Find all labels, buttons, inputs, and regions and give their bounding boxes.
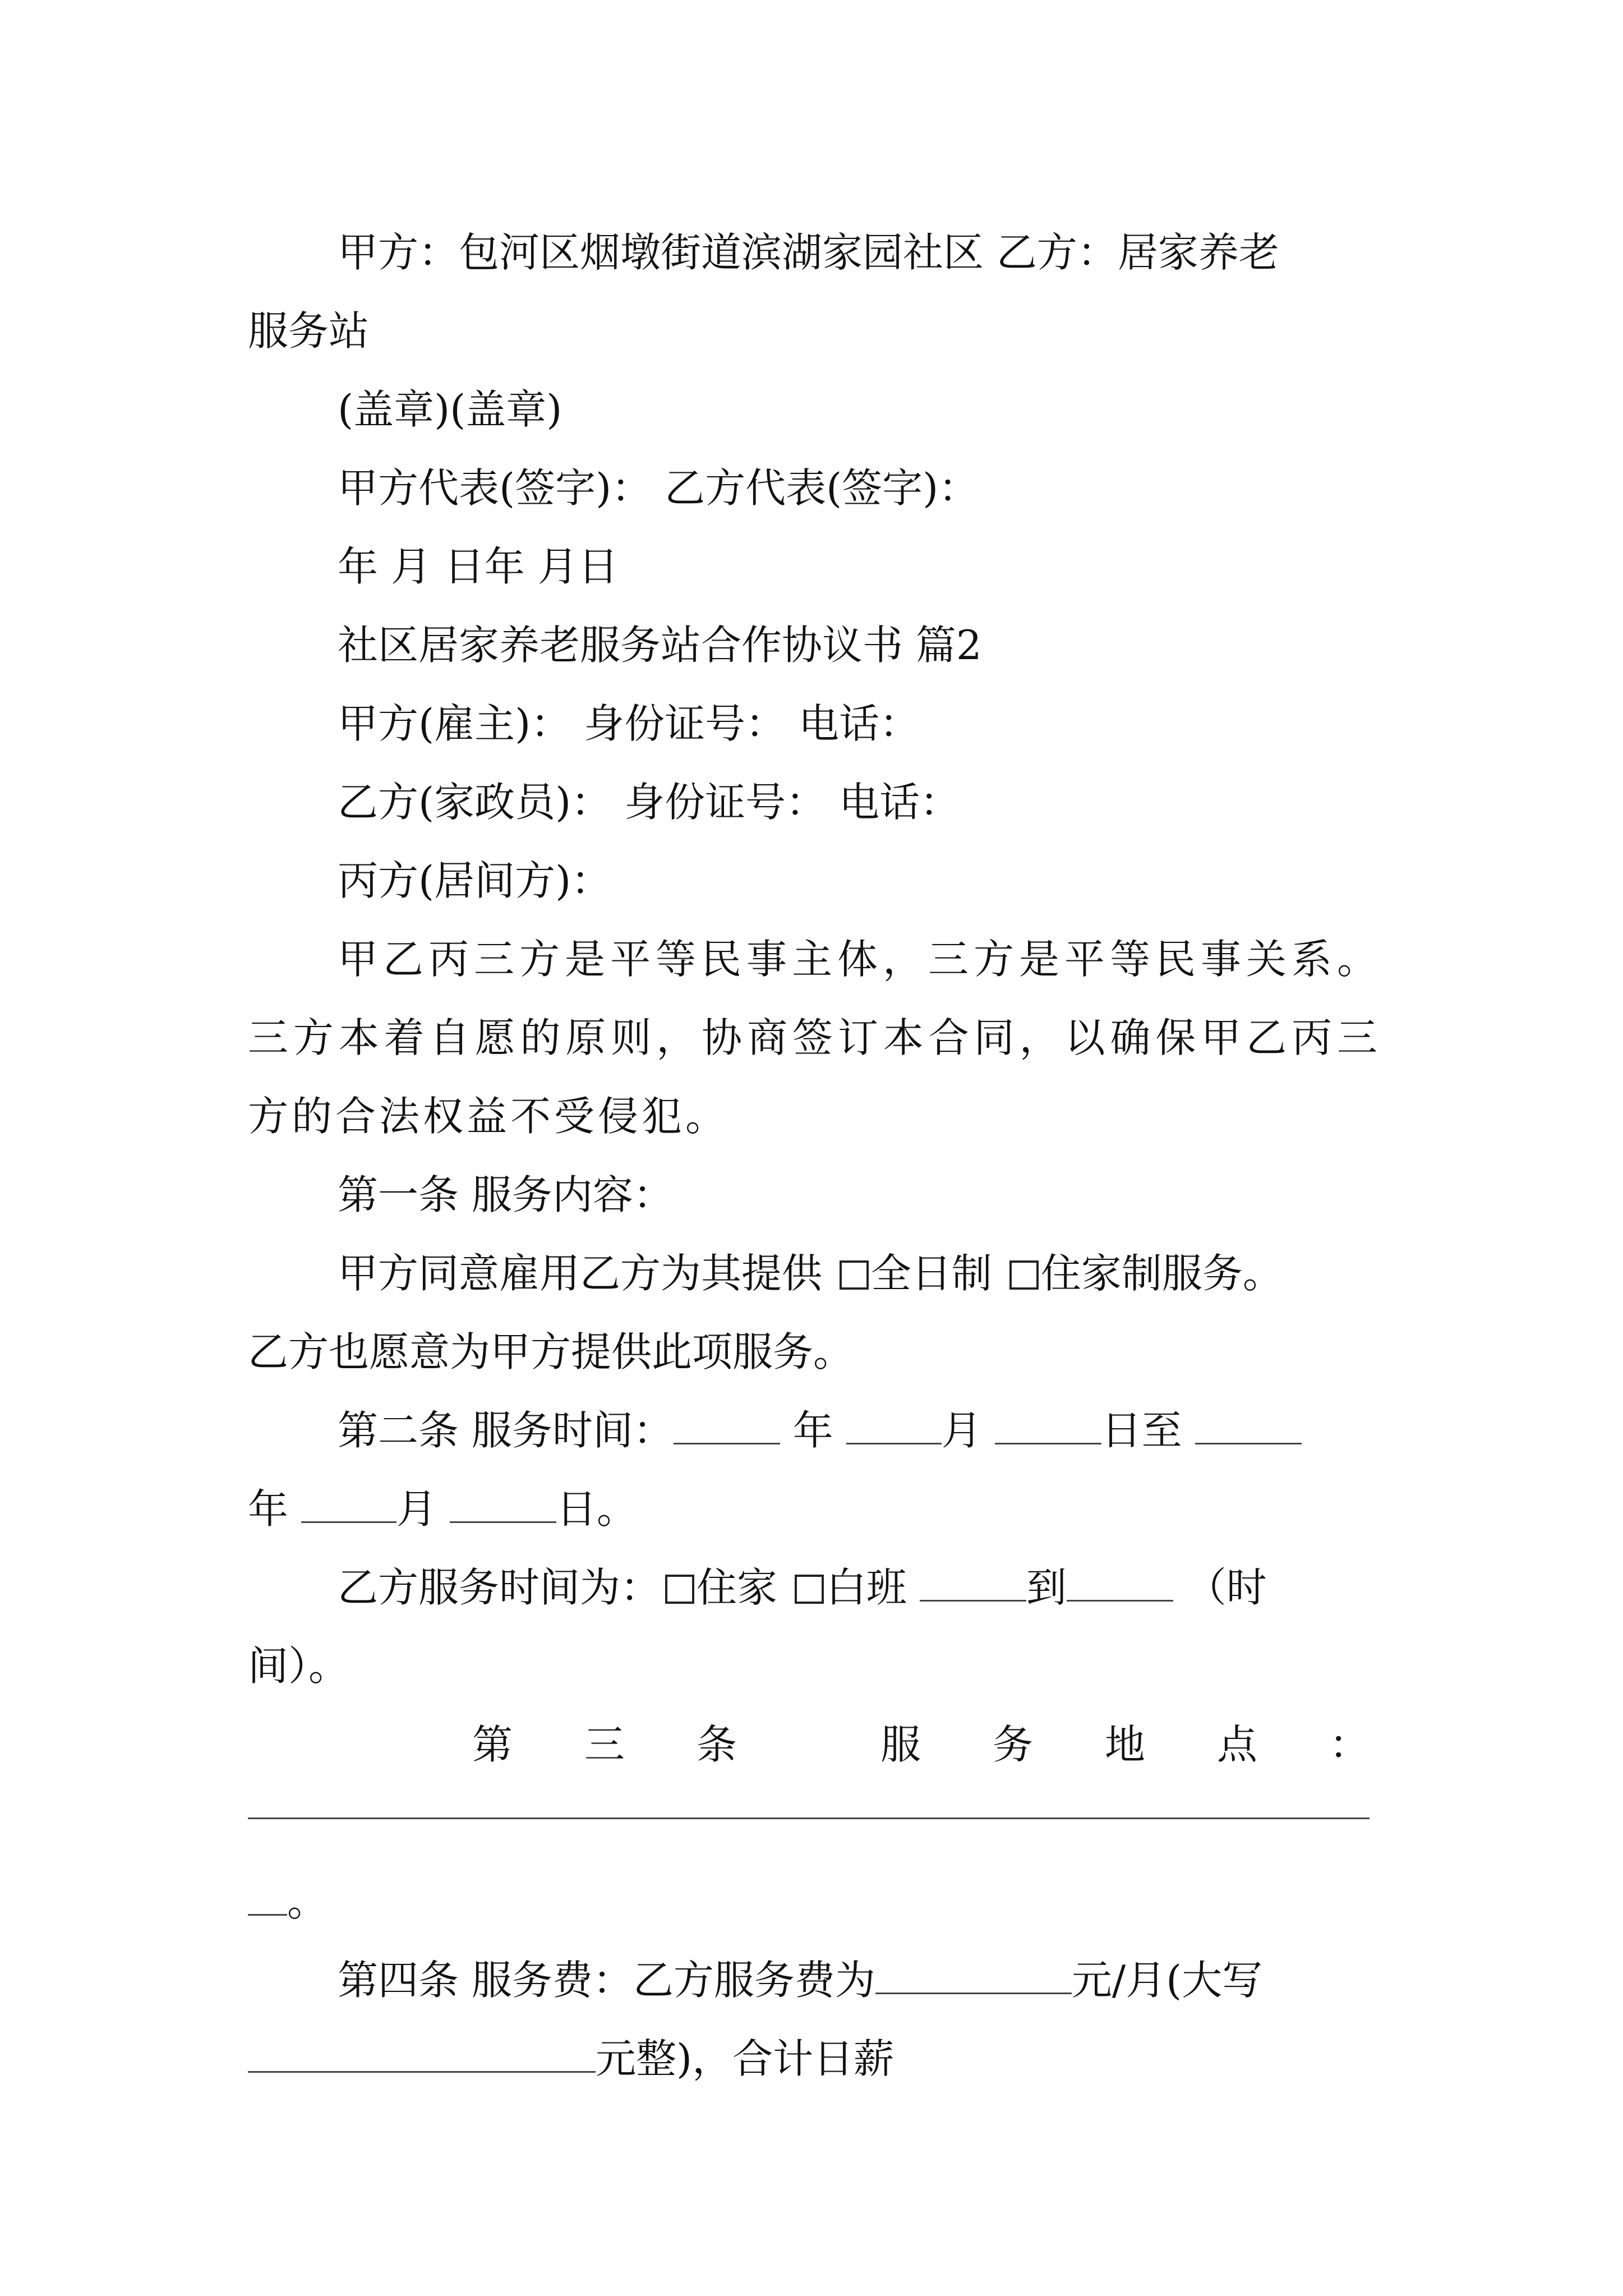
clause-2b-suffix: （时 [1186, 1564, 1267, 1611]
blank-field[interactable] [995, 1409, 1101, 1444]
blank-field[interactable] [920, 1566, 1026, 1602]
clause-2-text [248, 1391, 1381, 1470]
address-blank-line[interactable] [248, 1784, 1381, 1862]
date-line: 年 月 日年 月日 [338, 543, 619, 590]
intermediary-line: 丙方(居间方)： [338, 857, 612, 904]
employer-line: 甲方(雇主)： 身份证号： 电话： [338, 700, 920, 747]
clause-2-day-end: 日。 [556, 1485, 637, 1533]
clause-3-char: 条 [697, 1721, 737, 1768]
clause-2b-prefix: 乙方服务时间为： [338, 1564, 661, 1611]
clause-1-heading: 第一条 服务内容： [338, 1171, 674, 1218]
section-title: 社区居家养老服务站合作协议书 篇2 [338, 622, 982, 669]
checkbox-icon[interactable] [795, 1575, 824, 1604]
checkbox-icon[interactable] [665, 1575, 694, 1604]
blank-field[interactable] [248, 2037, 596, 2073]
blank-field[interactable] [1195, 1409, 1302, 1444]
preamble-paragraph: 甲乙丙三方是平等民事主体，三方是平等民事关系。三方本着自愿的原则，协商签订本合同，以确保甲乙丙三方的合法权益不受侵犯。 [248, 936, 1381, 1140]
seal-line: (盖章)(盖章) [338, 386, 562, 433]
clause-4-unit: 元/月(大写 [1071, 1957, 1263, 2004]
clause-4-text [248, 1941, 1381, 2019]
clause-2-text-cont [248, 1470, 1381, 1548]
clause-3-char: 点 [1216, 1721, 1257, 1768]
clause-2-year2: 年 [248, 1485, 289, 1533]
clause-3-char: 务 [992, 1721, 1033, 1768]
party-line-cont: 服务站 [248, 307, 370, 355]
blank-field[interactable] [846, 1409, 942, 1444]
clause-4-suffix: 元整)，合计日薪 [596, 2035, 895, 2082]
clause-3-char: 地 [1104, 1721, 1145, 1768]
clause-4-text-cont [248, 2019, 1381, 2098]
clause-2b-text [248, 1548, 1381, 1627]
blank-field[interactable] [248, 1880, 287, 1916]
clause-3-period: 。 [287, 1878, 328, 1925]
checkbox-icon[interactable] [1009, 1260, 1039, 1290]
blank-field[interactable] [301, 1488, 396, 1523]
clause-3-heading [248, 1705, 1381, 1784]
clause-1-text-cont: 乙方也愿意为甲方提供此项服务。 [248, 1328, 854, 1375]
clause-3-tail [248, 1862, 1381, 1941]
clause-2-prefix: 第二条 服务时间： [338, 1407, 674, 1454]
clause-3-char: 三 [584, 1721, 625, 1768]
blank-field[interactable] [1067, 1566, 1173, 1602]
option-live-in: 住家制服务。 [1040, 1250, 1283, 1297]
blank-field[interactable] [450, 1488, 556, 1523]
document-body [248, 213, 1381, 2098]
clause-2-year: 年 [792, 1407, 833, 1454]
signature-line: 甲方代表(签字)： 乙方代表(签字)： [338, 464, 979, 512]
clause-2b-to: 到 [1026, 1564, 1067, 1611]
clause-2b-text-cont: 间）。 [248, 1642, 349, 1690]
party-line: 甲方：包河区烟墩街道滨湖家园社区 乙方：居家养老 [338, 229, 1279, 276]
blank-field[interactable] [674, 1409, 780, 1444]
clause-3-char: 服 [880, 1721, 921, 1768]
checkbox-icon[interactable] [840, 1260, 869, 1290]
clause-3-char: 第 [472, 1721, 513, 1768]
option-day-shift: 白班 [826, 1564, 907, 1611]
blank-field[interactable] [875, 1959, 1072, 1994]
clause-3-char: ： [1329, 1721, 1370, 1768]
option-full-time: 全日制 [870, 1250, 992, 1297]
clause-1-prefix: 甲方同意雇用乙方为其提供 [338, 1250, 823, 1297]
clause-2-month2: 月 [396, 1485, 437, 1533]
clause-2-month: 月 [941, 1407, 982, 1454]
option-live-in-time: 住家 [697, 1564, 778, 1611]
clause-4-prefix: 第四条 服务费：乙方服务费为 [338, 1957, 875, 2004]
clause-2-day-to: 日至 [1101, 1407, 1182, 1454]
clause-1-text [248, 1234, 1381, 1313]
housekeeper-line: 乙方(家政员)： 身份证号： 电话： [338, 779, 960, 826]
